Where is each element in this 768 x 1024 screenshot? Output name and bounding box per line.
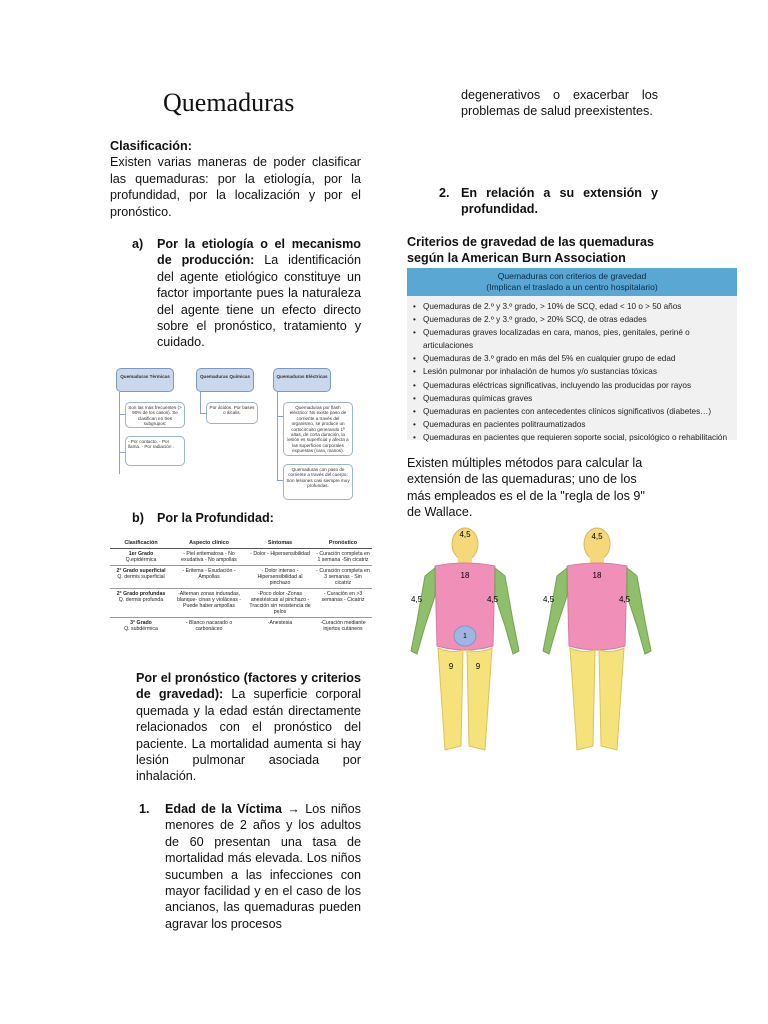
criteria-header-line1: Quemaduras con criterios de gravedad — [497, 271, 647, 281]
arm-right-back — [627, 568, 651, 654]
criterios-title: Criterios de gravedad de las quemaduras según la American Burn Association — [407, 235, 655, 266]
table-cell: -Alternan zonas induradas, blanque- cinas y violáceas - Puede haber ampollas — [172, 589, 246, 618]
pronostico-label: Por el pronóstico (factores y criterios de gravedad): — [136, 671, 361, 702]
list-item: • Quemaduras en pacientes con antecedentes clínicos significativos (diabetes…) — [423, 405, 737, 418]
table-cell: -Anestesia — [246, 618, 314, 635]
arm-left-back — [543, 568, 567, 654]
marker-1: 1. — [139, 802, 150, 816]
arm-value: 4,5 — [619, 595, 631, 604]
page-title: Quemaduras — [163, 88, 295, 117]
table-cell-tipo: Q. subdérmica — [124, 626, 158, 632]
list-item: • Quemaduras químicas graves — [423, 392, 737, 405]
edad-text: Los niños menores de 2 años y los adultos de 60 presentan una tasa de mortalidad más elevada. Los niños sucumben a las infecciones con mayor facilidad y en el caso de los ancianos, las quemaduras pueden agravar los procesos — [165, 802, 361, 931]
leg-right-back — [599, 648, 624, 750]
list-item: • Quemaduras graves localizadas en cara, manos, pies, genitales, periné o articulaciones — [423, 326, 737, 352]
list-item: • Quemaduras en pacientes que requieren soporte social, psicológico o rehabilitación — [423, 431, 737, 444]
etiologia-label: Por la etiología o el mecanismo de producción: — [157, 237, 361, 268]
list-item: • Quemaduras de 2.º y 3.º grado, > 20% SCQ, de otras edades — [423, 313, 737, 326]
diagram-flash-electrico: Quemaduras por flash eléctrico: No existe paso de corriente a través del organismo, se produce un cortocircuito generando 1ª altas, de corta duración, la lesión es superficial y afecta a las superficies corporales expuestas (cara, manos). — [283, 402, 353, 456]
table-cell: -Curación mediante injertos cutáneos — [314, 618, 372, 635]
genital-value: 1 — [463, 633, 467, 640]
table-header: Síntomas — [246, 538, 314, 549]
diagram-header-electricas: Quemaduras Eléctricas — [273, 368, 331, 392]
head-value: 4,5 — [591, 532, 603, 541]
table-header: Clasificación — [110, 538, 172, 549]
metodos-text: Existen múltiples métodos para calcular la extensión de las quemaduras; uno de los más empleados es el de la "regla de los 9" de Wallace. — [407, 456, 645, 520]
table-cell-grado: 3° Grado — [130, 620, 152, 626]
trunk-value: 18 — [460, 571, 470, 580]
body-back — [543, 528, 651, 750]
body-front — [411, 528, 519, 750]
list-item: • Lesión pulmonar por inhalación de humos y/o sustancias tóxicas — [423, 365, 737, 378]
table-header: Aspecto clínico — [172, 538, 246, 549]
arm-right-front — [495, 568, 519, 654]
clasificacion-text: Existen varias maneras de poder clasificar las quemaduras: por la etiología, por la profundidad, por la localización y por el pronóstico. — [110, 155, 361, 219]
pronostico-section — [136, 670, 361, 785]
diagram-quimicas-types: Por ácidos. Por bases o álcalis. — [206, 402, 258, 424]
table-row — [110, 549, 372, 566]
table-cell-grado: 2° Grado profundas — [116, 591, 166, 597]
edad-section — [165, 801, 361, 932]
list-item: • Quemaduras en pacientes politraumatizados — [423, 418, 737, 431]
leg-value: 9 — [448, 662, 454, 671]
arm-value: 4,5 — [411, 595, 423, 604]
diagram-header-termicas: Quemaduras Térmicas — [116, 368, 174, 392]
table-row — [110, 566, 372, 589]
diagram-paso-corriente: Quemaduras con paso de corriente a través del cuerpo: Son lesiones casi siempre muy profundas. — [283, 464, 353, 500]
table-cell: - Curación completa en 3 semanas - Sin cicatriz — [314, 566, 372, 589]
diagram-header-quimicas: Quemaduras Químicas — [196, 368, 254, 392]
table-row — [110, 618, 372, 635]
table-cell-tipo: Q.epidérmica — [125, 557, 157, 563]
criteria-list — [407, 300, 737, 444]
extension-label: En relación a su extensión y profundidad. — [461, 186, 658, 217]
table-row — [110, 589, 372, 618]
criteria-panel — [407, 268, 737, 440]
clasificacion-section — [110, 138, 361, 220]
rule-of-nines-figure — [405, 526, 660, 756]
head-value: 4,5 — [459, 530, 471, 539]
table-cell: - Curación en >3 semanas - Cicatriz — [314, 589, 372, 618]
table-cell-tipo: Q. dermis profunda — [118, 597, 164, 603]
marker-2: 2. — [439, 186, 450, 200]
depth-table — [110, 538, 372, 634]
list-item: • Quemaduras eléctricas significativas, incluyendo las producidas por rayos — [423, 379, 737, 392]
etiologia-section — [157, 236, 361, 351]
trunk-value: 18 — [592, 571, 602, 580]
table-header: Pronóstico — [314, 538, 372, 549]
table-cell: - Curación completa en 1 semana -Sin cicatriz — [314, 549, 372, 566]
etiology-diagram — [108, 366, 364, 500]
list-item: • Quemaduras de 3.º grado en más del 5% en cualquier grupo de edad — [423, 352, 737, 365]
table-cell: - Piel eritematosa - No exudativa - No ampollas — [172, 549, 246, 566]
criteria-header — [407, 268, 737, 296]
arm-value: 4,5 — [543, 595, 555, 604]
arm-left-front — [411, 568, 435, 654]
leg-left-back — [570, 648, 595, 750]
arm-value: 4,5 — [487, 595, 499, 604]
table-cell: -Poco dolor -Zonas anestésicas al pinchazo - Tracción sin resistencia de pelos — [246, 589, 314, 618]
marker-b: b) — [132, 511, 144, 525]
list-item: • Quemaduras de 2.º y 3.º grado, > 10% de SCQ, edad < 10 o > 50 años — [423, 300, 737, 313]
continuation-text: degenerativos o exacerbar los problemas de salud preexistentes. — [461, 88, 658, 119]
pronostico-text: La superficie corporal quemada y la edad están directamente relacionados con el pronóstico del paciente. La mortalidad aumenta si hay lesión pulmonar asociada por inhalación. — [136, 687, 361, 784]
edad-label: Edad de la Víctima → — [165, 802, 300, 816]
diagram-termicas-types: - Por contacto. - Por llama. - Por radiación . — [125, 436, 185, 466]
diagram-termicas-desc: Son las más frecuentes (> 90% de los casos). Se clasifican en tres subgrupos: — [125, 402, 185, 428]
clasificacion-label: Clasificación: — [110, 139, 192, 153]
leg-value: 9 — [475, 662, 481, 671]
table-cell-grado: 2° Grado superficial — [116, 568, 166, 574]
etiologia-text: La identificación del agente etiológico constituye un factor importante pues la naturaleza del agente tiene un efecto directo sobre el pronóstico, tratamiento y cuidado. — [157, 253, 361, 350]
table-cell-tipo: Q. dermis superficial — [117, 574, 165, 580]
marker-a: a) — [132, 237, 144, 251]
table-cell: - Eritema - Exudación - Ampollas — [172, 566, 246, 589]
criteria-header-line2: (Implican el traslado a un centro hospitalario) — [486, 282, 658, 292]
table-cell: - Dolor intenso - Hipersensibilidad al pinchazo — [246, 566, 314, 589]
table-cell: - Blanco nacarado o carbonáceo — [172, 618, 246, 635]
profundidad-label: Por la Profundidad: — [157, 511, 274, 525]
table-cell-grado: 1er Grado — [128, 551, 154, 557]
table-cell: - Dolor - Hipersensibilidad — [246, 549, 314, 566]
